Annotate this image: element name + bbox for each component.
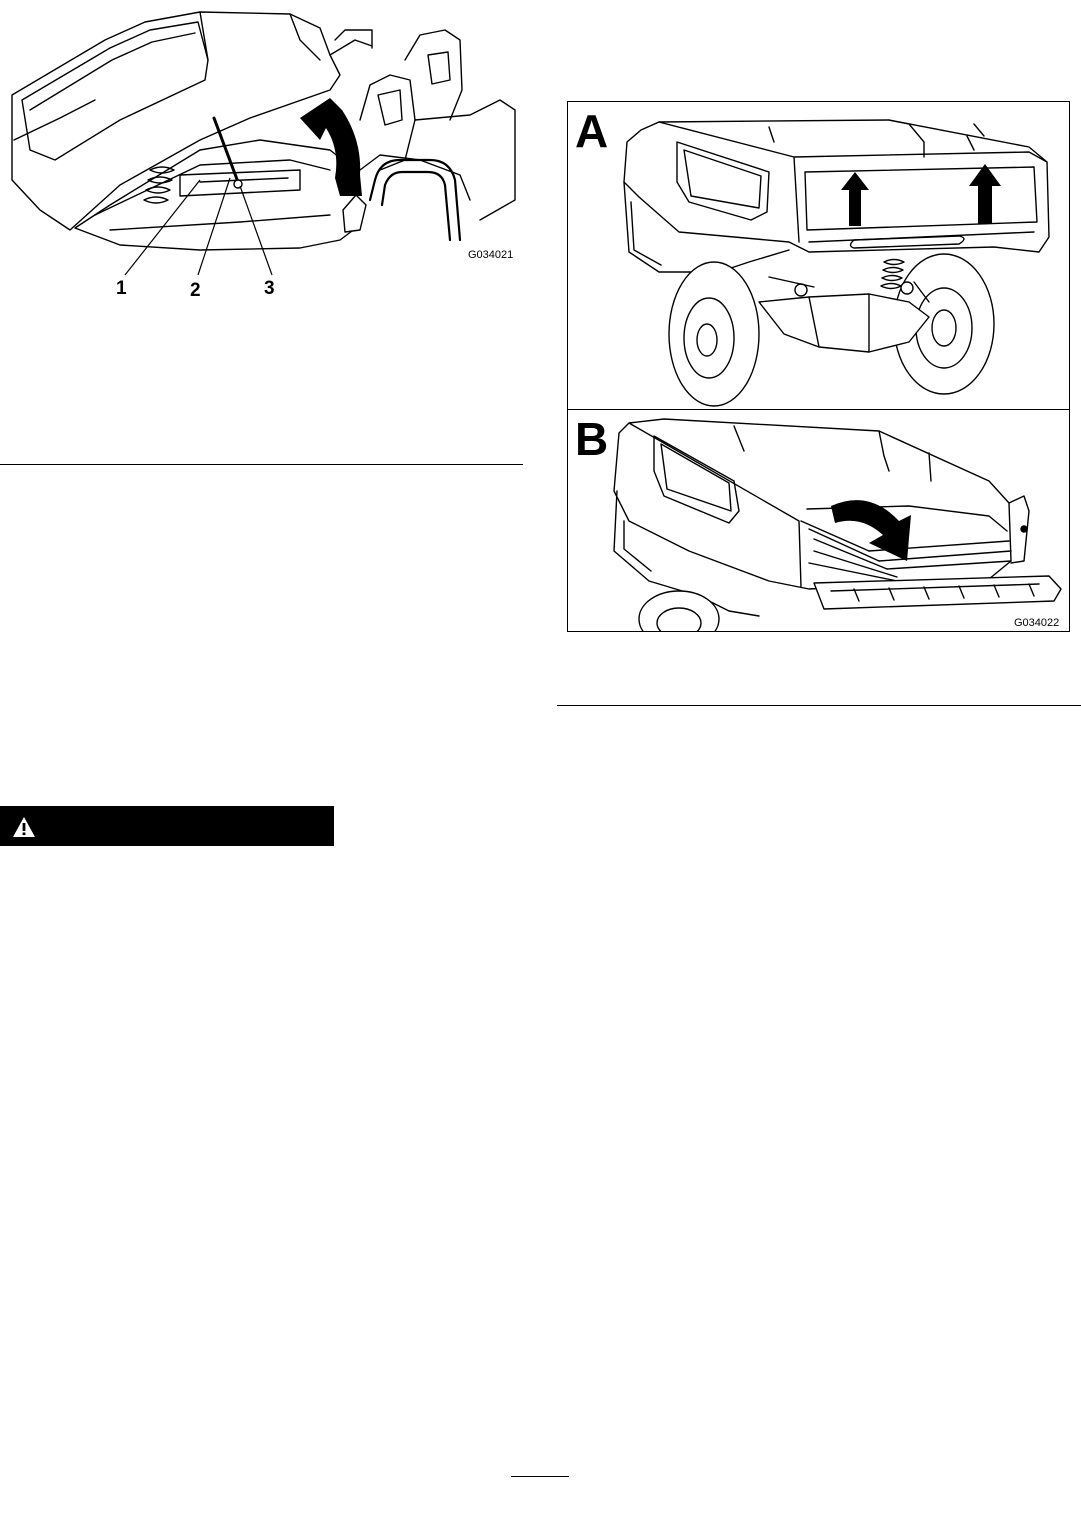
figure-2-divider	[567, 409, 1070, 410]
section-rule-right	[557, 705, 1081, 706]
callout-1: 1	[116, 278, 127, 299]
figure-1	[0, 0, 530, 300]
figure-1-illustration	[0, 0, 530, 300]
panel-a-label: A	[575, 105, 609, 157]
figure-1-id: G034021	[468, 249, 514, 261]
callout-3: 3	[264, 278, 275, 299]
page-footer-rule	[511, 1476, 569, 1477]
figure-2-id: G034022	[1014, 617, 1060, 629]
section-rule-left	[0, 464, 523, 465]
panel-b-label: B	[575, 413, 609, 465]
callout-2: 2	[190, 280, 201, 301]
warning-header	[0, 806, 334, 846]
panel-b-illustration	[569, 411, 1069, 631]
warning-triangle-icon	[12, 816, 36, 838]
panel-a-illustration	[569, 102, 1069, 408]
